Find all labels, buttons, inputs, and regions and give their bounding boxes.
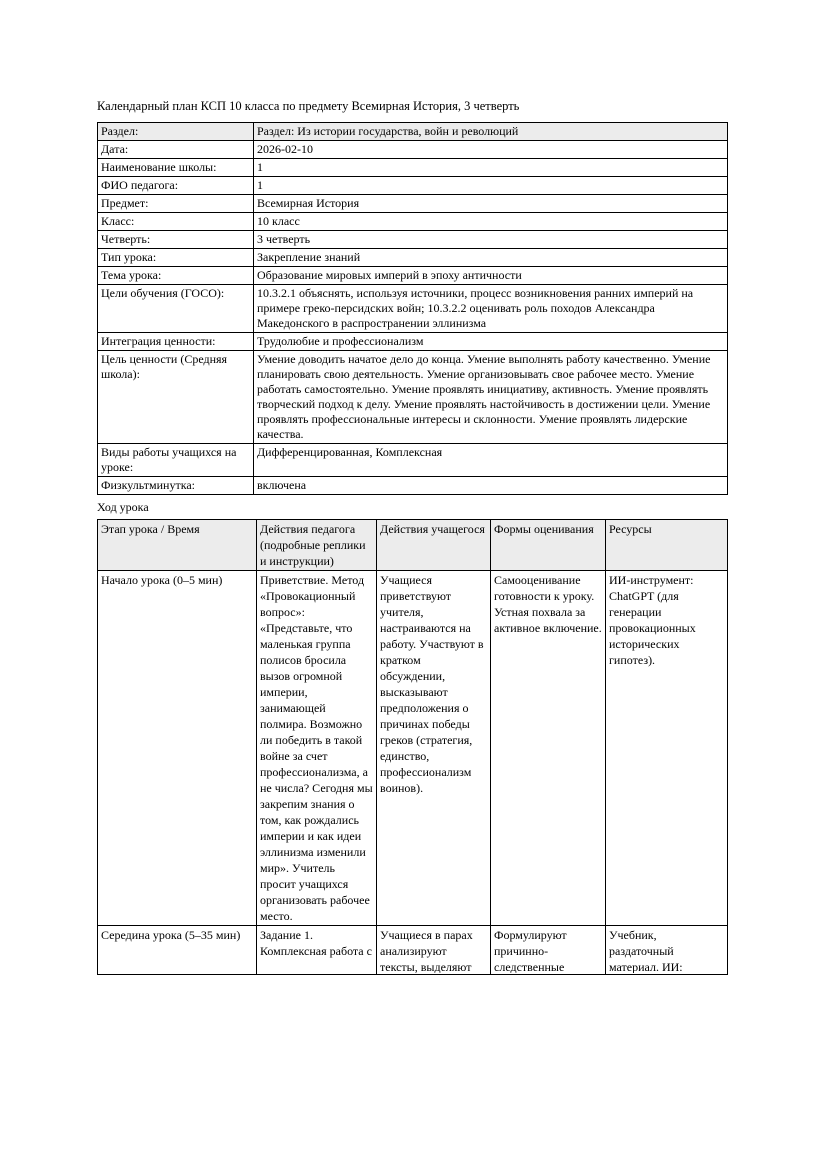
- row-value: Раздел: Из истории государства, войн и революций: [254, 123, 728, 141]
- row-label: Цели обучения (ГОСО):: [98, 285, 254, 333]
- column-header-stage: Этап урока / Время: [98, 520, 257, 571]
- table-row: [98, 123, 728, 141]
- stage-cell: Начало урока (0–5 мин): [98, 571, 257, 926]
- row-label: Раздел:: [98, 123, 254, 141]
- table-row: [98, 571, 728, 926]
- row-label: Тема урока:: [98, 267, 254, 285]
- table-row: [98, 285, 728, 333]
- row-label: Четверть:: [98, 231, 254, 249]
- table-row: [98, 351, 728, 444]
- table-row: [98, 141, 728, 159]
- student-actions-cell: Учащиеся приветствуют учителя, настраиваются на работу. Участвуют в кратком обсуждении, высказывают предположения о причинах победы греков (стратегия, единство, профессионализм воинов).: [377, 571, 491, 926]
- lesson-info-table: [97, 122, 728, 495]
- row-label: Интеграция ценности:: [98, 333, 254, 351]
- table-row: [98, 177, 728, 195]
- row-label: Дата:: [98, 141, 254, 159]
- resources-cell: Учебник, раздаточный материал. ИИ:: [606, 926, 728, 975]
- column-header-resources: Ресурсы: [606, 520, 728, 571]
- resources-cell: ИИ-инструмент: ChatGPT (для генерации провокационных исторических гипотез).: [606, 571, 728, 926]
- assessment-cell: Формулируют причинно-следственные: [491, 926, 606, 975]
- page-title: Календарный план КСП 10 класса по предмету Всемирная История, 3 четверть: [97, 99, 520, 113]
- table-row: [98, 249, 728, 267]
- row-value: 10 класс: [254, 213, 728, 231]
- lesson-stages-table: [97, 519, 728, 975]
- section-heading-course-of-lesson: Ход урока: [97, 500, 149, 514]
- row-label: Предмет:: [98, 195, 254, 213]
- row-label: Цель ценности (Средняя школа):: [98, 351, 254, 444]
- row-label: Тип урока:: [98, 249, 254, 267]
- assessment-cell: Самооценивание готовности к уроку. Устная похвала за активное включение.: [491, 571, 606, 926]
- row-value: Умение доводить начатое дело до конца. Умение выполнять работу качественно. Умение планировать свою деятельность. Умение организовывать свое рабочее место. Умение работать самостоятельно. Умение проявлять инициативу, активность. Умение проявлять творческий подход к делу. Умение проявлять настойчивость в достижении цели. Умение проявлять профессиональные интересы и склонности. Умение проявлять лидерские качества.: [254, 351, 728, 444]
- table-row: [98, 213, 728, 231]
- row-label: Физкультминутка:: [98, 477, 254, 495]
- stage-cell: Середина урока (5–35 мин): [98, 926, 257, 975]
- row-value: Закрепление знаний: [254, 249, 728, 267]
- table-row: [98, 195, 728, 213]
- table-row: [98, 333, 728, 351]
- row-value: Всемирная История: [254, 195, 728, 213]
- student-actions-cell: Учащиеся в парах анализируют тексты, выделяют: [377, 926, 491, 975]
- row-label: Наименование школы:: [98, 159, 254, 177]
- row-value: 3 четверть: [254, 231, 728, 249]
- table-row: [98, 159, 728, 177]
- row-label: Виды работы учащихся на уроке:: [98, 444, 254, 477]
- document-content: [97, 99, 727, 975]
- table-row: [98, 267, 728, 285]
- row-value: Трудолюбие и профессионализм: [254, 333, 728, 351]
- column-header-teacher-actions: Действия педагога (подробные реплики и инструкции): [257, 520, 377, 571]
- table-row-truncated: [98, 926, 728, 975]
- row-label: ФИО педагога:: [98, 177, 254, 195]
- row-value: 2026-02-10: [254, 141, 728, 159]
- table-row: [98, 477, 728, 495]
- table-row: [98, 231, 728, 249]
- row-value: Дифференцированная, Комплексная: [254, 444, 728, 477]
- row-value: Образование мировых империй в эпоху античности: [254, 267, 728, 285]
- teacher-actions-cell: Приветствие. Метод «Провокационный вопрос»: «Представьте, что маленькая группа полисов бросила вызов огромной империи, занимающей полмира. Возможно ли победить в такой войне за счет профессионализма, а не числа? Сегодня мы закрепим знания о том, как рождались империи и как идеи эллинизма изменили мир». Учитель просит учащихся организовать рабочее место.: [257, 571, 377, 926]
- row-value: 1: [254, 159, 728, 177]
- row-value: включена: [254, 477, 728, 495]
- row-value: 1: [254, 177, 728, 195]
- column-header-student-actions: Действия учащегося: [377, 520, 491, 571]
- teacher-actions-cell: Задание 1. Комплексная работа с: [257, 926, 377, 975]
- row-label: Класс:: [98, 213, 254, 231]
- column-header-assessment: Формы оценивания: [491, 520, 606, 571]
- row-value: 10.3.2.1 объяснять, используя источники, процесс возникновения ранних империй на примере греко-персидских войн; 10.3.2.2 оценивать роль походов Александра Македонского в распространении эллинизма: [254, 285, 728, 333]
- table-row: [98, 444, 728, 477]
- table-header-row: [98, 520, 728, 571]
